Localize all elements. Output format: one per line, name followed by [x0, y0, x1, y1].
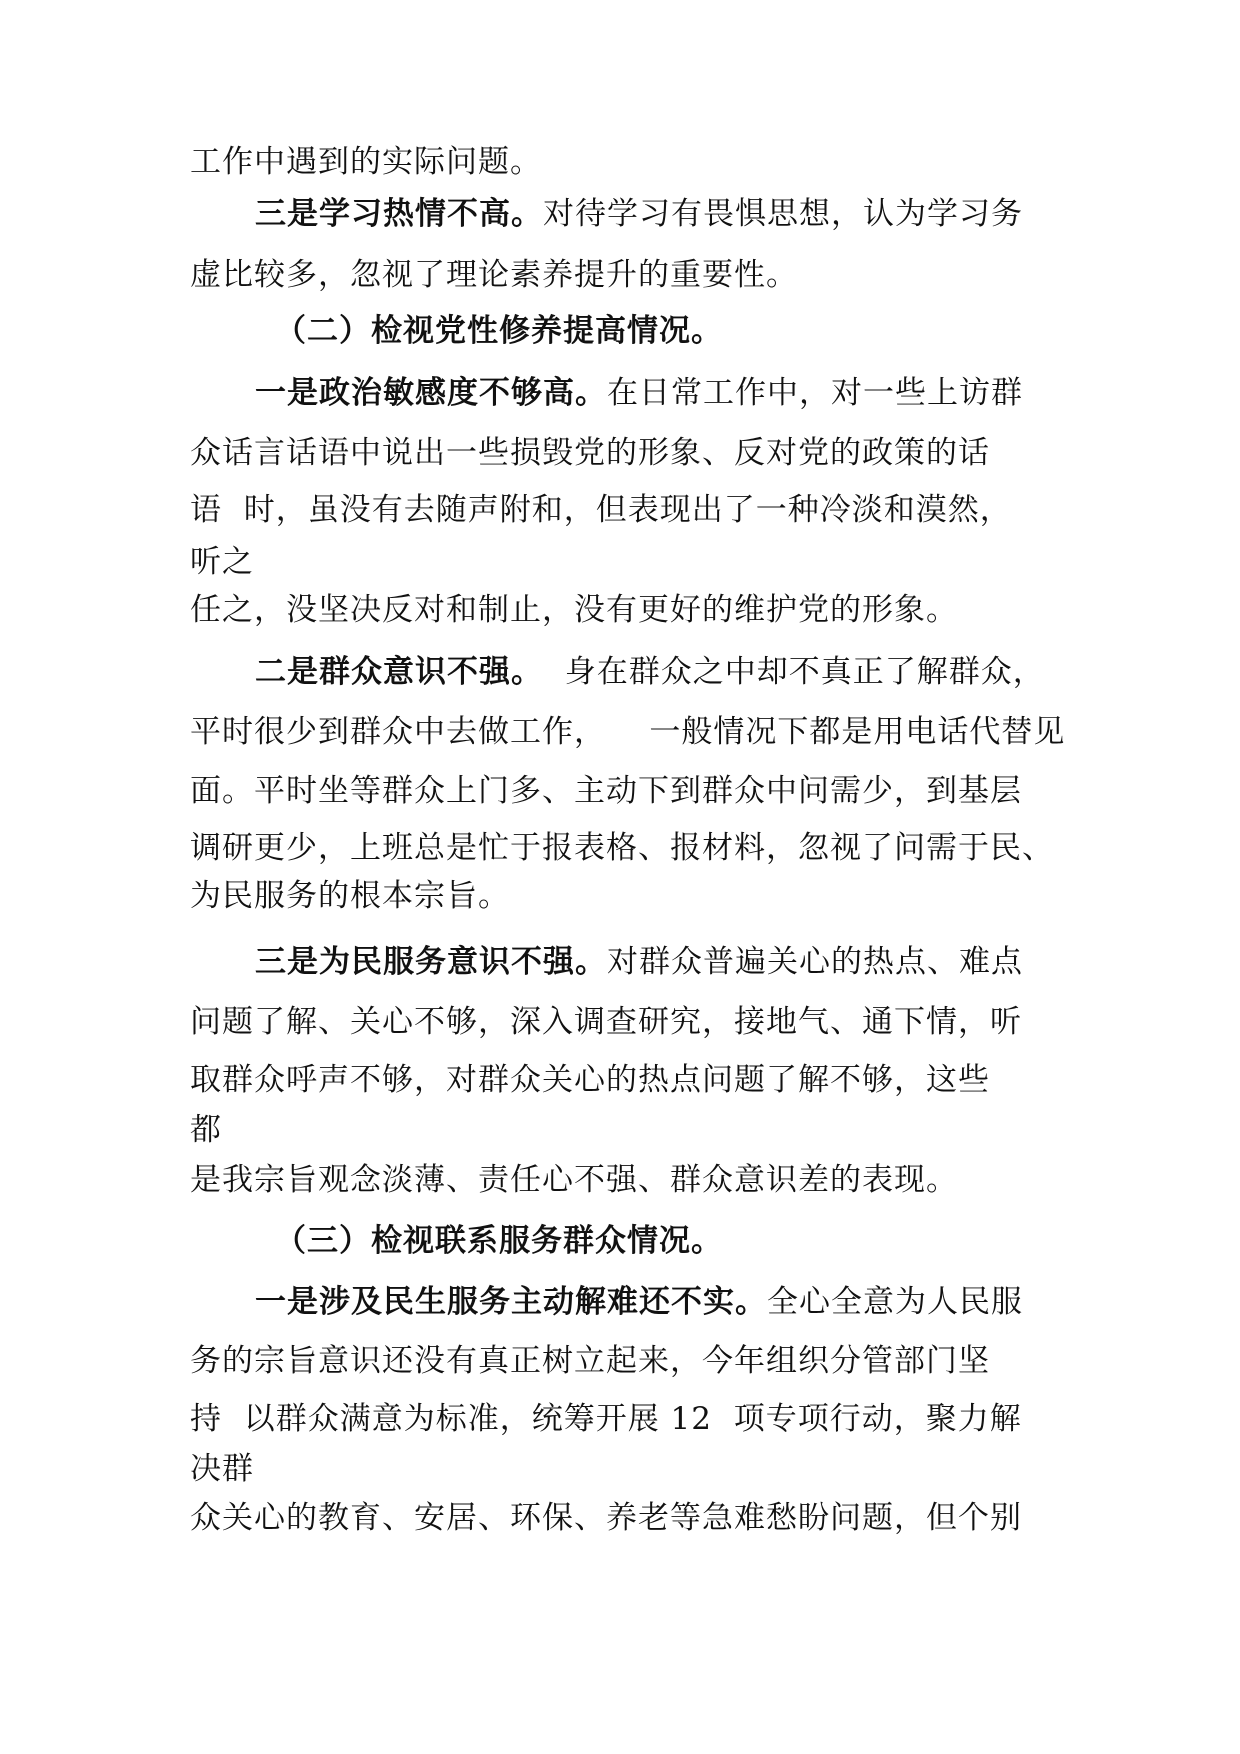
text-run: 全心全意为人民服 — [767, 1284, 1023, 1320]
text-line: 是我宗旨观念淡薄、责任心不强、群众意识差的表现。 — [190, 1162, 958, 1198]
text-line: 都 — [190, 1112, 222, 1148]
text-line: 任之，没坚决反对和制止，没有更好的维护党的形象。 — [190, 592, 958, 628]
text-line: 决群 — [190, 1451, 254, 1487]
section-heading: （三）检视联系服务群众情况。 — [275, 1223, 723, 1259]
text-line: 众话言话语中说出一些损毁党的形象、反对党的政策的话 — [190, 435, 990, 471]
text-run: 对群众普遍关心的热点、难点 — [607, 944, 1023, 980]
paragraph-first-line — [255, 942, 1023, 982]
text-line: 众关心的教育、安居、环保、养老等急难愁盼问题，但个别 — [190, 1500, 1022, 1536]
bold-lead: 三是为民服务意识不强。 — [255, 944, 607, 980]
text-line: 取群众呼声不够，对群众关心的热点问题了解不够，这些 — [190, 1062, 990, 1098]
paragraph-first-line — [255, 194, 1023, 234]
text-line: 听之 — [190, 544, 254, 580]
text-line: 为民服务的根本宗旨。 — [190, 878, 510, 914]
text-run: 对待学习有畏惧思想，认为学习务 — [543, 196, 1023, 232]
bold-lead: 二是群众意识不强。 — [255, 654, 543, 690]
text-line: 工作中遇到的实际问题。 — [190, 144, 542, 180]
text-run: 在日常工作中，对一些上访群 — [607, 375, 1023, 411]
section-heading: （二）检视党性修养提高情况。 — [275, 313, 723, 349]
text-run: 身在群众之中却不真正了解群众， — [543, 654, 1045, 690]
bold-lead: 三是学习热情不高。 — [255, 196, 543, 232]
text-line: 务的宗旨意识还没有真正树立起来，今年组织分管部门坚 — [190, 1343, 990, 1379]
paragraph-first-line — [255, 1282, 1023, 1322]
text-line: 平时很少到群众中去做工作， 一般情况下都是用电话代替见 — [190, 714, 1066, 750]
text-line: 调研更少，上班总是忙于报表格、报材料，忽视了问需于民、 — [190, 830, 1054, 866]
bold-lead: 一是政治敏感度不够高。 — [255, 375, 607, 411]
text-line: 问题了解、关心不够，深入调查研究，接地气、通下情，听 — [190, 1004, 1022, 1040]
bold-lead: 一是涉及民生服务主动解难还不实。 — [255, 1284, 767, 1320]
text-line: 虚比较多，忽视了理论素养提升的重要性。 — [190, 257, 798, 293]
text-line: 面。平时坐等群众上门多、主动下到群众中问需少，到基层 — [190, 773, 1022, 809]
paragraph-first-line — [255, 652, 1045, 692]
text-line: 持 以群众满意为标准，统筹开展 12 项专项行动，聚力解 — [190, 1401, 1022, 1437]
paragraph-first-line — [255, 373, 1023, 413]
text-line: 语 时，虽没有去随声附和，但表现出了一种冷淡和漠然， — [190, 492, 1012, 528]
